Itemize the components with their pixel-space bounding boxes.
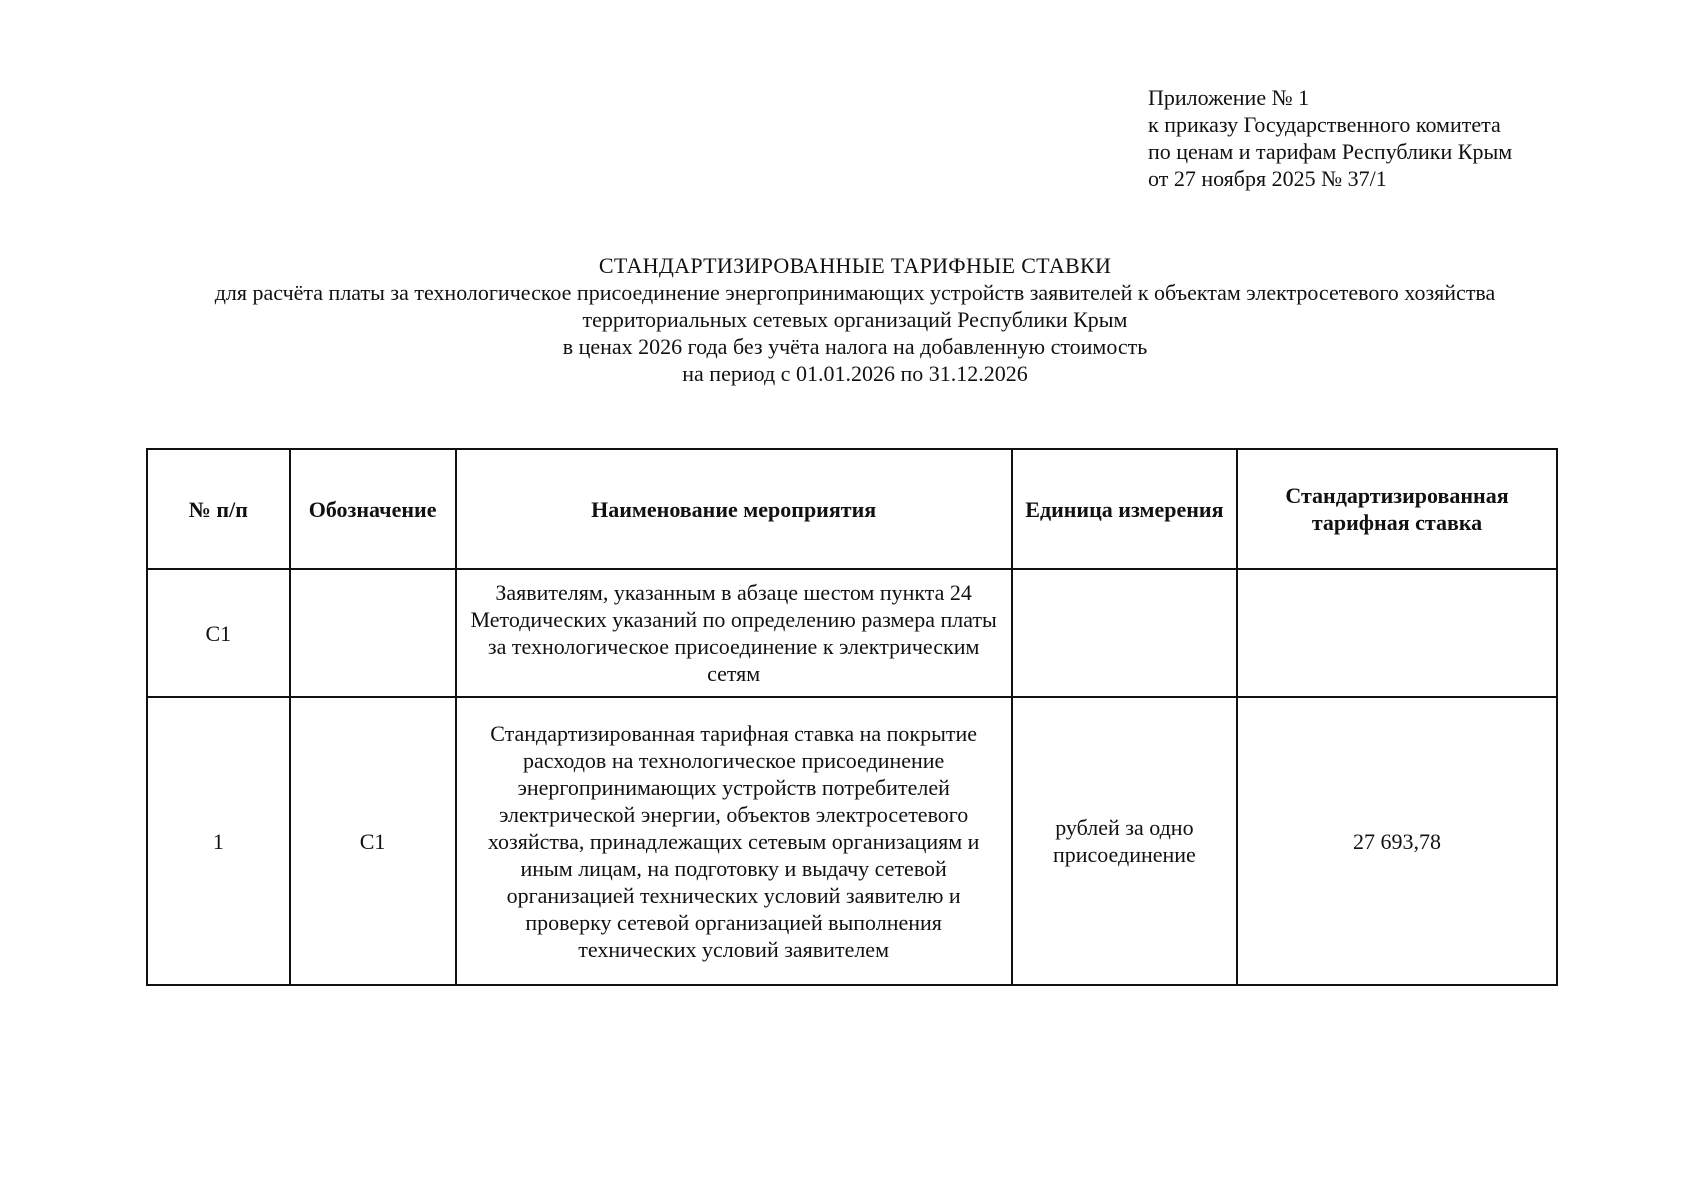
document-subtitle-line-2: территориальных сетевых организаций Республики Крым bbox=[582, 307, 1128, 332]
table-row bbox=[147, 569, 1557, 697]
cell-designation: С1 bbox=[290, 697, 456, 985]
document-subtitle-line-1: для расчёта платы за технологическое присоединение энергопринимающих устройств заявителей к объектам электросетевого хозяйства bbox=[214, 280, 1496, 305]
cell-number: 1 bbox=[147, 697, 290, 985]
document-subtitle-line-4: на период с 01.01.2026 по 31.12.2026 bbox=[682, 361, 1028, 386]
table-row bbox=[147, 697, 1557, 985]
cell-unit: рублей за одно присоединение bbox=[1012, 697, 1237, 985]
table-header-row bbox=[147, 449, 1557, 569]
appendix-line-4: от 27 ноября 2025 № 37/1 bbox=[1148, 166, 1387, 191]
header-unit: Единица измерения bbox=[1012, 449, 1237, 569]
cell-unit bbox=[1012, 569, 1237, 697]
appendix-line-3: по ценам и тарифам Республики Крым bbox=[1148, 139, 1513, 164]
cell-rate: 27 693,78 bbox=[1237, 697, 1557, 985]
appendix-header bbox=[1148, 84, 1668, 192]
appendix-line-2: к приказу Государственного комитета bbox=[1148, 112, 1501, 137]
document-subtitle-line-3: в ценах 2026 года без учёта налога на добавленную стоимость bbox=[562, 334, 1148, 359]
header-number: № п/п bbox=[147, 449, 290, 569]
header-designation: Обозначение bbox=[290, 449, 456, 569]
cell-designation bbox=[290, 569, 456, 697]
header-activity-name: Наименование мероприятия bbox=[456, 449, 1012, 569]
cell-rate bbox=[1237, 569, 1557, 697]
cell-activity-name: Стандартизированная тарифная ставка на покрытие расходов на технологическое присоединение энергопринимающих устройств потребителей электрической энергии, объектов электросетевого хозяйства, принадлежащих сетевым организациям и иным лицам, на подготовку и выдачу сетевой организацией технических условий заявителю и проверку сетевой организацией выполнения технических условий заявителем bbox=[456, 697, 1012, 985]
tariff-table bbox=[146, 448, 1558, 986]
document-title: СТАНДАРТИЗИРОВАННЫЕ ТАРИФНЫЕ СТАВКИ bbox=[598, 253, 1112, 278]
cell-activity-name: Заявителям, указанным в абзаце шестом пункта 24 Методических указаний по определению размера платы за технологическое присоединение к электрическим сетям bbox=[456, 569, 1012, 697]
cell-number: С1 bbox=[147, 569, 290, 697]
appendix-line-1: Приложение № 1 bbox=[1148, 85, 1310, 110]
document-title-block bbox=[100, 252, 1610, 387]
header-rate: Стандартизированная тарифная ставка bbox=[1237, 449, 1557, 569]
